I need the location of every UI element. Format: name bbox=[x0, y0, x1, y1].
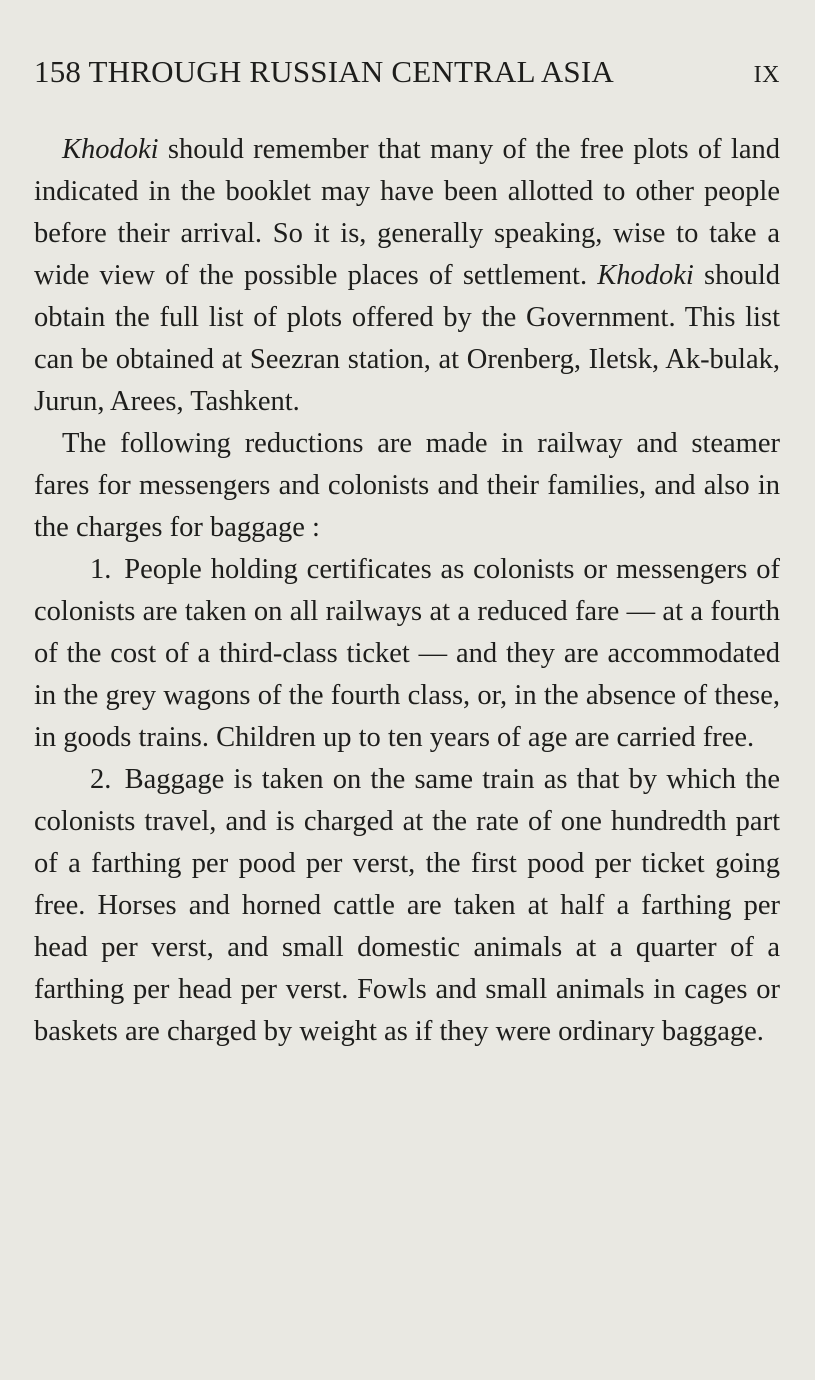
paragraph-text: should remember that many of the free plots of land indicated in the booklet may have been allotted to other people before their arrival. So it is, generally speaking, wise to take a wide view of the possible places of settlement. bbox=[34, 134, 780, 291]
italic-term: Khodoki bbox=[62, 134, 159, 165]
paragraph-text: should obtain the full list of plots offered by the Government. This list can be obtained at Seezran station, at Orenberg, Iletsk, Ak-bulak, Jurun, Arees, Tashkent. bbox=[34, 260, 780, 417]
body-text bbox=[34, 129, 780, 1053]
list-number: 2. bbox=[90, 764, 112, 795]
running-head bbox=[34, 52, 780, 95]
list-number: 1. bbox=[90, 554, 112, 585]
paragraph-text: People holding certificates as colonists or messengers of colonists are taken on all railways at a reduced fare — at a fourth of the cost of a third-class ticket — and they are accommodated in the grey wagons of the fourth class, or, in the absence of these, in goods trains. Children up to ten years of age are carried free. bbox=[34, 554, 781, 753]
paragraph-2: The following reductions are made in railway and steamer fares for messengers and colonists and their families, and also in the charges for baggage : bbox=[34, 428, 780, 543]
paragraph-4 bbox=[34, 759, 780, 1053]
running-head-left bbox=[34, 52, 614, 92]
italic-term: Khodoki bbox=[597, 260, 694, 291]
paragraph-text: Baggage is taken on the same train as that by which the colonists travel, and is charged at the rate of one hundredth part of a farthing per pood per verst, the first pood per ticket going free. Horses and horned cattle are taken at half a farthing per head per verst, and small domestic animals at a quarter of a farthing per head per verst. Fowls and small animals in cages or baskets are charged by weight as if they were ordinary baggage. bbox=[34, 764, 781, 1047]
paragraph-1 bbox=[34, 129, 780, 423]
chapter-number: IX bbox=[753, 62, 780, 88]
page-number: 158 bbox=[34, 54, 82, 89]
page-content bbox=[34, 52, 780, 1053]
paragraph-3 bbox=[34, 549, 780, 759]
running-title: THROUGH RUSSIAN CENTRAL ASIA bbox=[88, 54, 614, 89]
